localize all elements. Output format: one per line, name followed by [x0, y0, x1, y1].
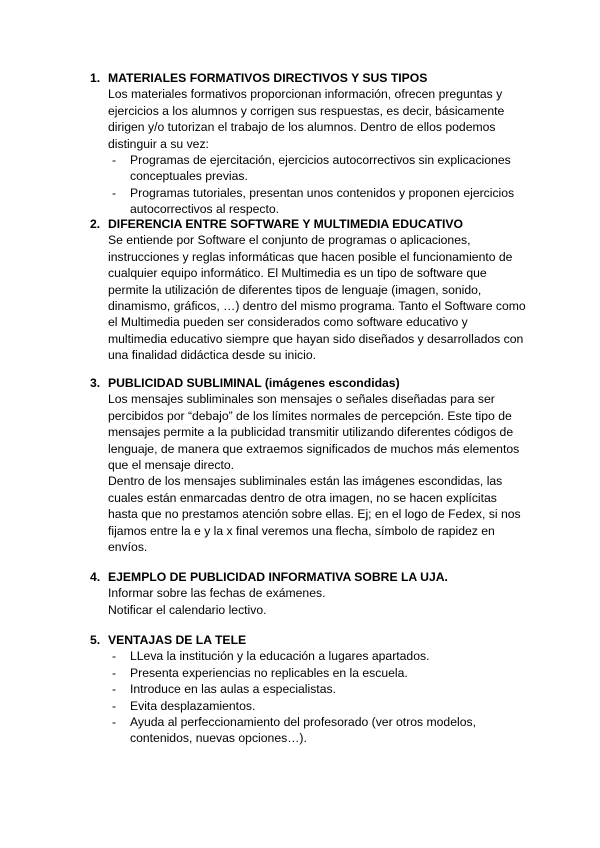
- section-2-body: Se entiende por Software el conjunto de programas o aplicaciones, instrucciones y reglas informáticas que hacen posible el funcionamiento de cualquier equipo informático. El Multimedia es un tipo de software que permite la utilización de diferentes tipos de lenguaje (imagen, sonido, dinamismo, gráficos, …) dentro del mismo programa. Tanto el Software como el Multimedia pueden ser considerados como software educativo y multimedia educativo siempre que hayan sido diseñados y desarrollados con una finalidad didáctica desde su inicio.: [108, 233, 526, 363]
- bullet-marker: -: [112, 715, 117, 730]
- section-3-number: 3.: [90, 376, 101, 390]
- bullet-marker: -: [112, 698, 117, 713]
- list-item-text: Evita desplazamientos.: [130, 698, 256, 713]
- section-3: [90, 375, 530, 555]
- bullet-marker: -: [112, 649, 117, 664]
- section-3-body-2: Dentro de los mensajes subliminales están las imágenes escondidas, las cuales están enmarcadas dentro de otra imagen, no se hacen explícitas hasta que no prestamos atención sobre ellas. Ej; en el logo de Fedex, si nos fijamos entre la e y la x final veremos una flecha, símbolo de rapidez en envíos.: [108, 474, 521, 555]
- section-4-line-1: Informar sobre las fechas de exámenes.: [108, 586, 326, 601]
- section-3-heading: [90, 375, 530, 391]
- section-5-heading: [90, 632, 530, 648]
- section-3-title: PUBLICIDAD SUBLIMINAL (imágenes escondidas): [108, 376, 400, 390]
- list-item: [112, 681, 530, 697]
- section-1-heading: [90, 70, 530, 86]
- list-item: [112, 185, 530, 218]
- list-item-text: Programas tutoriales, presentan unos contenidos y proponen ejercicios autocorrectivos al respecto.: [130, 185, 515, 217]
- list-item: [112, 665, 530, 681]
- list-item: [112, 714, 530, 747]
- section-4-heading: [90, 569, 530, 585]
- list-item-text: Introduce en las aulas a especialistas.: [130, 682, 336, 697]
- section-1-title: MATERIALES FORMATIVOS DIRECTIVOS Y SUS TIPOS: [108, 71, 428, 85]
- section-2-number: 2.: [90, 217, 101, 231]
- bullet-marker: -: [112, 153, 117, 168]
- section-5: [90, 632, 530, 747]
- section-2-heading: [90, 216, 530, 232]
- section-4-number: 4.: [90, 570, 101, 584]
- section-5-bullets: [90, 648, 530, 746]
- bullet-marker: -: [112, 665, 117, 680]
- list-item-text: Programas de ejercitación, ejercicios autocorrectivos sin explicaciones conceptuales previas.: [130, 153, 511, 184]
- list-item: [112, 648, 530, 664]
- section-1: [90, 70, 530, 218]
- section-5-number: 5.: [90, 633, 101, 647]
- list-item-text: Ayuda al perfeccionamiento del profesorado (ver otros modelos, contenidos, nuevas opciones…).: [130, 715, 476, 746]
- section-3-body: Los mensajes subliminales son mensajes o señales diseñadas para ser percibidos por “debajo” de los límites normales de percepción. Este tipo de mensajes permite a la publicidad transmitir utilizando diferentes códigos de lenguaje, de manera que extraemos significados de muchos más elementos que el mensaje directo.: [108, 392, 520, 473]
- section-1-bullets: [90, 152, 530, 218]
- list-item: [112, 698, 530, 714]
- list-item: [112, 152, 530, 185]
- section-1-number: 1.: [90, 71, 101, 85]
- section-4-line-2: Notificar el calendario lectivo.: [108, 602, 267, 617]
- section-2-title: DIFERENCIA ENTRE SOFTWARE Y MULTIMEDIA EDUCATIVO: [108, 217, 464, 231]
- section-1-body: Los materiales formativos proporcionan información, ofrecen preguntas y ejercicios a los alumnos y corrigen sus respuestas, es decir, básicamente dirigen y/o tutorizan el trabajo de los alumnos. Dentro de ellos podemos distinguir a su vez:: [108, 87, 505, 151]
- section-5-title: VENTAJAS DE LA TELE: [108, 633, 247, 647]
- section-2: [90, 216, 530, 364]
- bullet-marker: -: [112, 185, 117, 200]
- section-4-title: EJEMPLO DE PUBLICIDAD INFORMATIVA SOBRE LA UJA.: [108, 570, 448, 584]
- bullet-marker: -: [112, 682, 117, 697]
- list-item-text: Presenta experiencias no replicables en la escuela.: [130, 665, 408, 680]
- list-item-text: LLeva la institución y la educación a lugares apartados.: [130, 649, 430, 664]
- section-4: [90, 569, 530, 618]
